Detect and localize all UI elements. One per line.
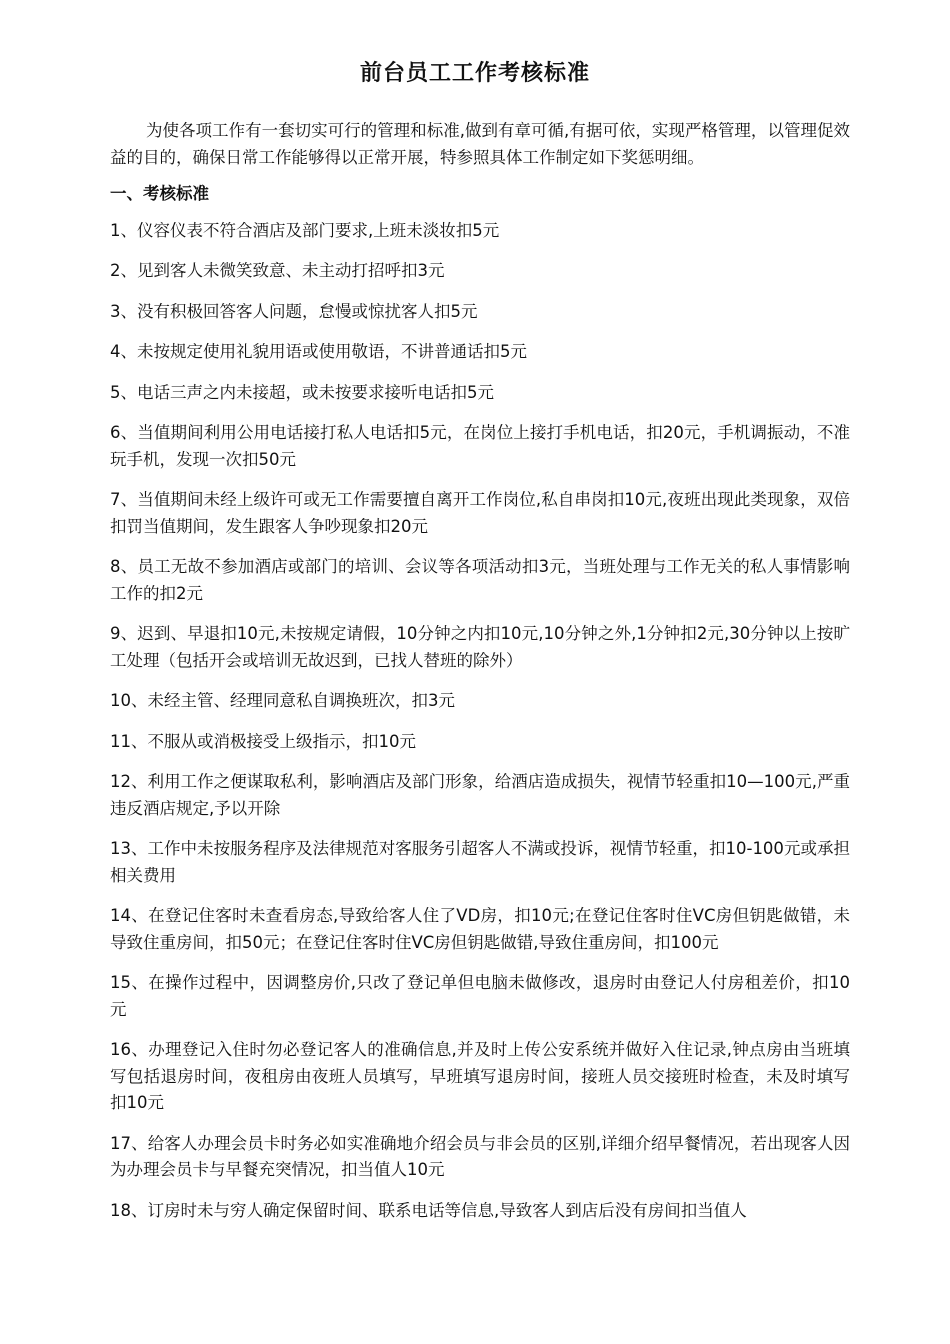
- criteria-item-15: 15、在操作过程中，因调整房价,只改了登记单但电脑未做修改，退房时由登记人付房租差价，扣10元: [110, 973, 850, 1019]
- criteria-item-7: 7、当值期间未经上级许可或无工作需要擅自离开工作岗位,私自串岗扣10元,夜班出现此类现象，双倍扣罚当值期间，发生跟客人争吵现象扣20元: [110, 490, 850, 536]
- document-title: 前台员工工作考核标准: [359, 61, 590, 86]
- criteria-item-9: 9、迟到、早退扣10元,未按规定请假，10分钟之内扣10元,10分钟之外,1分钟扣2元,30分钟以上按旷工处理（包括开会或培训无故迟到，已找人替班的除外）: [110, 624, 850, 670]
- criteria-item-12: 12、利用工作之便谋取私利，影响酒店及部门形象，给酒店造成损失，视情节轻重扣10—100元,严重违反酒店规定,予以开除: [110, 772, 850, 818]
- document-body: [110, 118, 850, 1238]
- criteria-item-10: 10、未经主管、经理同意私自调换班次，扣3元: [110, 691, 455, 710]
- criteria-item-3: 3、没有积极回答客人问题，怠慢或惊扰客人扣5元: [110, 301, 478, 321]
- criteria-item-16: 16、办理登记入住时勿必登记客人的准确信息,并及时上传公安系统并做好入住记录,钟点房由当班填写包括退房时间，夜租房由夜班人员填写，早班填写退房时间，接班人员交接班时检查，未及时填写扣10元: [110, 1040, 850, 1112]
- criteria-item-18: 18、订房时未与穷人确定保留时间、联系电话等信息,导致客人到店后没有房间扣当值人: [110, 1200, 747, 1220]
- criteria-item-2: 2、见到客人未微笑致意、未主动打招呼扣3元: [110, 261, 445, 280]
- criteria-item-11: 11、不服从或消极接受上级指示，扣10元: [110, 731, 416, 751]
- intro-paragraph: 为使各项工作有一套切实可行的管理和标准,做到有章可循,有据可依，实现严格管理，以管理促效益的目的，确保日常工作能够得以正常开展，特参照具体工作制定如下奖惩明细。: [110, 121, 850, 167]
- criteria-item-6: 6、当值期间利用公用电话接打私人电话扣5元，在岗位上接打手机电话，扣20元，手机调振动，不准玩手机，发现一次扣50元: [110, 423, 850, 469]
- criteria-item-14: 14、在登记住客时未查看房态,导致给客人住了VD房，扣10元;在登记住客时住VC房但钥匙做错，未导致住重房间，扣50元；在登记住客时住VC房但钥匙做错,导致住重房间，扣100元: [110, 906, 850, 952]
- criteria-item-5: 5、电话三声之内未接超，或未按要求接听电话扣5元: [110, 382, 494, 402]
- criteria-item-1: 1、仪容仪表不符合酒店及部门要求,上班未淡妆扣5元: [110, 220, 500, 240]
- criteria-item-13: 13、工作中未按服务程序及法律规范对客服务引超客人不满或投诉，视情节轻重，扣10-100元或承担相关费用: [110, 839, 850, 885]
- criteria-item-8: 8、员工无故不参加酒店或部门的培训、会议等各项活动扣3元，当班处理与工作无关的私人事情影响工作的扣2元: [110, 557, 850, 603]
- section-heading: 一、考核标准: [110, 184, 209, 203]
- criteria-item-17: 17、给客人办理会员卡时务必如实准确地介绍会员与非会员的区别,详细介绍早餐情况，若出现客人因为办理会员卡与早餐充突情况，扣当值人10元: [110, 1133, 850, 1179]
- criteria-item-4: 4、未按规定使用礼貌用语或使用敬语，不讲普通话扣5元: [110, 342, 527, 361]
